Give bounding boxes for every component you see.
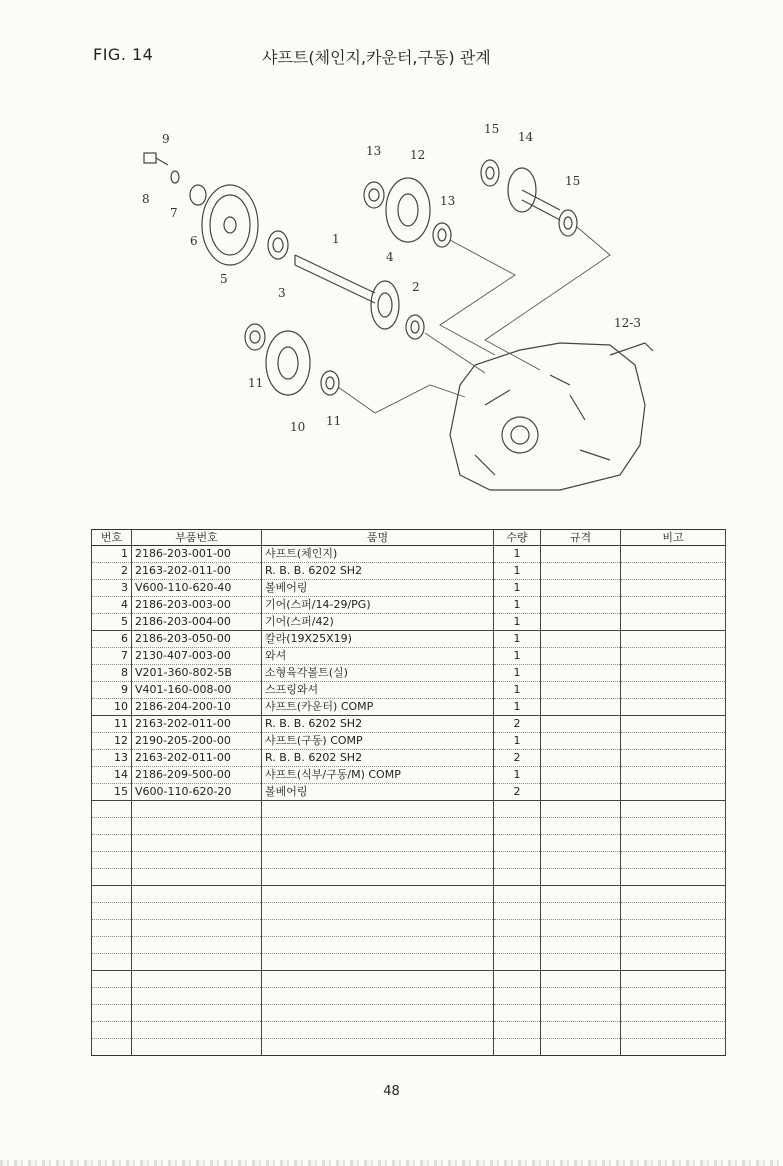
- svg-text:8: 8: [142, 192, 150, 206]
- row-remarks: [621, 767, 726, 784]
- row-remarks: [621, 716, 726, 733]
- row-spec: [541, 733, 621, 750]
- diagram-svg: [90, 115, 730, 505]
- row-no: 12: [92, 733, 132, 750]
- svg-text:6: 6: [190, 234, 198, 248]
- row-name: R. B. B. 6202 SH2: [262, 716, 494, 733]
- row-part-no: V600-110-620-20: [132, 784, 262, 801]
- row-remarks: [621, 597, 726, 614]
- scan-edge-artifact: [0, 1160, 783, 1166]
- table-row: [92, 716, 726, 733]
- row-part-no: 2163-202-011-00: [132, 563, 262, 580]
- col-header-no: 번호: [92, 530, 132, 546]
- table-row: [92, 546, 726, 563]
- row-qty: 2: [494, 750, 541, 767]
- row-spec: [541, 699, 621, 716]
- row-name: 기어(스퍼/42): [262, 614, 494, 631]
- row-spec: [541, 563, 621, 580]
- row-spec: [541, 648, 621, 665]
- row-qty: 1: [494, 546, 541, 563]
- row-part-no: V401-160-008-00: [132, 682, 262, 699]
- row-no: 13: [92, 750, 132, 767]
- table-row: [92, 733, 726, 750]
- blank-row: [92, 886, 726, 903]
- row-remarks: [621, 784, 726, 801]
- col-header-remarks: 비고: [621, 530, 726, 546]
- page-title: 샤프트(체인지,카운터,구동) 관계: [262, 48, 491, 67]
- row-spec: [541, 631, 621, 648]
- row-name: 기어(스퍼/14-29/PG): [262, 597, 494, 614]
- row-name: 볼베어링: [262, 784, 494, 801]
- row-remarks: [621, 699, 726, 716]
- table-row: [92, 699, 726, 716]
- row-remarks: [621, 733, 726, 750]
- row-no: 2: [92, 563, 132, 580]
- figure-number: FIG. 14: [93, 45, 154, 64]
- svg-text:1: 1: [332, 232, 340, 246]
- row-part-no: V600-110-620-40: [132, 580, 262, 597]
- row-spec: [541, 682, 621, 699]
- blank-row: [92, 852, 726, 869]
- table-row: [92, 750, 726, 767]
- row-name: 샤프트(식부/구동/M) COMP: [262, 767, 494, 784]
- col-header-spec: 규격: [541, 530, 621, 546]
- row-qty: 1: [494, 580, 541, 597]
- table-row: [92, 648, 726, 665]
- blank-row: [92, 920, 726, 937]
- blank-row: [92, 903, 726, 920]
- svg-text:7: 7: [170, 206, 178, 220]
- table-row: [92, 682, 726, 699]
- row-name: 와셔: [262, 648, 494, 665]
- row-name: 샤프트(체인지): [262, 546, 494, 563]
- svg-text:9: 9: [162, 132, 170, 146]
- row-qty: 1: [494, 682, 541, 699]
- row-qty: 1: [494, 699, 541, 716]
- row-name: 스프링와셔: [262, 682, 494, 699]
- row-part-no: 2186-203-003-00: [132, 597, 262, 614]
- row-name: 볼베어링: [262, 580, 494, 597]
- row-remarks: [621, 665, 726, 682]
- row-no: 4: [92, 597, 132, 614]
- row-qty: 2: [494, 784, 541, 801]
- row-part-no: 2163-202-011-00: [132, 716, 262, 733]
- svg-text:2: 2: [412, 280, 420, 294]
- row-spec: [541, 665, 621, 682]
- row-name: 샤프트(카운터) COMP: [262, 699, 494, 716]
- row-part-no: 2186-204-200-10: [132, 699, 262, 716]
- svg-text:14: 14: [518, 130, 534, 144]
- svg-text:13: 13: [440, 194, 456, 208]
- row-spec: [541, 784, 621, 801]
- row-no: 10: [92, 699, 132, 716]
- row-no: 15: [92, 784, 132, 801]
- row-qty: 2: [494, 716, 541, 733]
- row-name: 샤프트(구동) COMP: [262, 733, 494, 750]
- row-qty: 1: [494, 614, 541, 631]
- housing-bore: [502, 417, 538, 453]
- blank-row: [92, 801, 726, 818]
- svg-text:15: 15: [565, 174, 581, 188]
- blank-row: [92, 954, 726, 971]
- table-row: [92, 665, 726, 682]
- svg-text:12-3: 12-3: [614, 316, 641, 330]
- row-remarks: [621, 614, 726, 631]
- svg-text:5: 5: [220, 272, 228, 286]
- table-row: [92, 597, 726, 614]
- table-row: [92, 784, 726, 801]
- row-part-no: 2186-209-500-00: [132, 767, 262, 784]
- row-no: 11: [92, 716, 132, 733]
- row-qty: 1: [494, 665, 541, 682]
- row-no: 6: [92, 631, 132, 648]
- svg-text:15: 15: [484, 122, 500, 136]
- row-part-no: 2190-205-200-00: [132, 733, 262, 750]
- table-header-row: [92, 530, 726, 546]
- row-name: 소형육각볼트(실): [262, 665, 494, 682]
- row-no: 14: [92, 767, 132, 784]
- svg-text:3: 3: [278, 286, 286, 300]
- blank-row: [92, 988, 726, 1005]
- row-spec: [541, 546, 621, 563]
- page-number: 48: [383, 1084, 400, 1099]
- row-spec: [541, 750, 621, 767]
- callout-numbers: [142, 122, 641, 434]
- row-qty: 1: [494, 563, 541, 580]
- svg-text:10: 10: [290, 420, 306, 434]
- blank-row: [92, 971, 726, 988]
- svg-text:13: 13: [366, 144, 382, 158]
- col-header-name: 품명: [262, 530, 494, 546]
- row-spec: [541, 597, 621, 614]
- row-part-no: 2186-203-001-00: [132, 546, 262, 563]
- table-row: [92, 563, 726, 580]
- row-qty: 1: [494, 767, 541, 784]
- row-spec: [541, 580, 621, 597]
- row-qty: 1: [494, 733, 541, 750]
- svg-text:11: 11: [326, 414, 342, 428]
- table-row: [92, 580, 726, 597]
- row-remarks: [621, 682, 726, 699]
- housing-outline: [450, 343, 645, 490]
- row-no: 3: [92, 580, 132, 597]
- row-no: 9: [92, 682, 132, 699]
- blank-row: [92, 1022, 726, 1039]
- row-remarks: [621, 631, 726, 648]
- row-part-no: 2186-203-004-00: [132, 614, 262, 631]
- row-part-no: V201-360-802-5B: [132, 665, 262, 682]
- row-spec: [541, 716, 621, 733]
- blank-row: [92, 1039, 726, 1056]
- svg-text:12: 12: [410, 148, 426, 162]
- row-spec: [541, 614, 621, 631]
- table-row: [92, 631, 726, 648]
- row-part-no: 2163-202-011-00: [132, 750, 262, 767]
- row-no: 5: [92, 614, 132, 631]
- svg-text:4: 4: [386, 250, 394, 264]
- row-qty: 1: [494, 648, 541, 665]
- row-name: R. B. B. 6202 SH2: [262, 563, 494, 580]
- row-name: 칼라(19X25X19): [262, 631, 494, 648]
- blank-row: [92, 937, 726, 954]
- row-part-no: 2130-407-003-00: [132, 648, 262, 665]
- row-remarks: [621, 580, 726, 597]
- table-row: [92, 614, 726, 631]
- row-no: 7: [92, 648, 132, 665]
- col-header-qty: 수량: [494, 530, 541, 546]
- table-row: [92, 767, 726, 784]
- row-spec: [541, 767, 621, 784]
- row-part-no: 2186-203-050-00: [132, 631, 262, 648]
- col-header-part-no: 부품번호: [132, 530, 262, 546]
- row-remarks: [621, 563, 726, 580]
- parts-table: [91, 529, 726, 1056]
- blank-row: [92, 869, 726, 886]
- row-qty: 1: [494, 597, 541, 614]
- row-name: R. B. B. 6202 SH2: [262, 750, 494, 767]
- row-qty: 1: [494, 631, 541, 648]
- blank-row: [92, 1005, 726, 1022]
- svg-text:11: 11: [248, 376, 264, 390]
- row-remarks: [621, 546, 726, 563]
- row-remarks: [621, 750, 726, 767]
- row-no: 8: [92, 665, 132, 682]
- row-no: 1: [92, 546, 132, 563]
- row-remarks: [621, 648, 726, 665]
- blank-row: [92, 835, 726, 852]
- blank-row: [92, 818, 726, 835]
- exploded-parts-diagram: [90, 115, 730, 505]
